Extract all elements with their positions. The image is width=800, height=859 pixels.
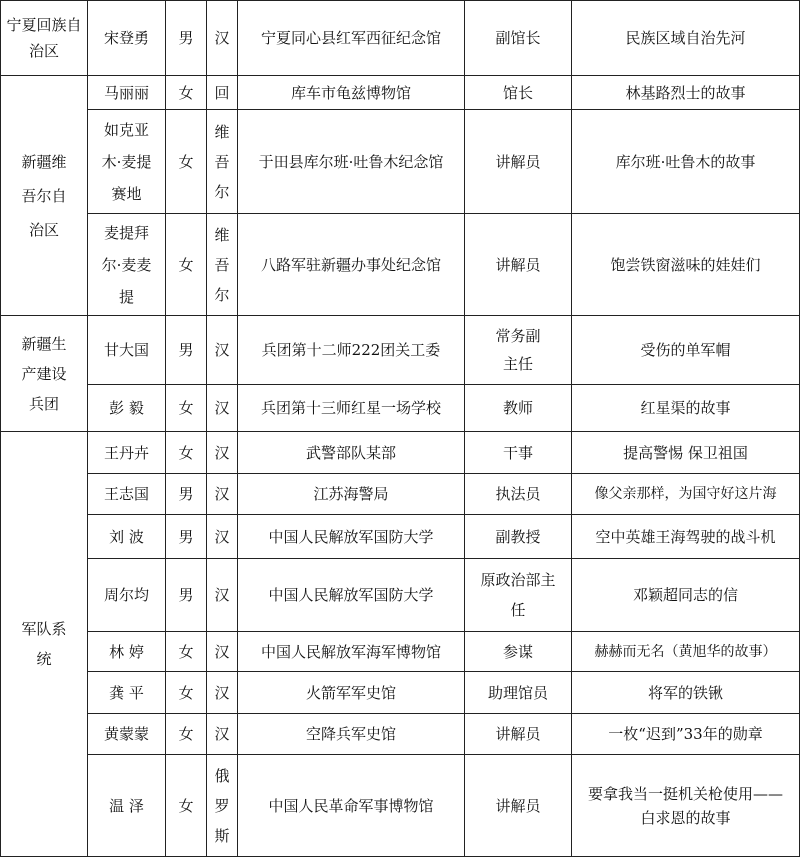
gender-cell: 男 — [166, 1, 207, 76]
story-cell: 赫赫而无名（黄旭华的故事） — [572, 632, 800, 672]
story-cell: 空中英雄王海驾驶的战斗机 — [572, 515, 800, 559]
story-cell: 一枚“迟到”33年的勋章 — [572, 714, 800, 755]
unit-cell: 库车市龟兹博物馆 — [238, 76, 465, 110]
gender-cell: 男 — [166, 515, 207, 559]
ethnicity-cell: 汉 — [207, 672, 238, 714]
story-cell: 提高警惕 保卫祖国 — [572, 432, 800, 474]
gender-cell: 女 — [166, 755, 207, 857]
title-cell: 副教授 — [465, 515, 572, 559]
ethnicity-cell: 汉 — [207, 559, 238, 632]
story-cell: 饱尝铁窗滋味的娃娃们 — [572, 214, 800, 316]
ethnicity-cell: 汉 — [207, 1, 238, 76]
unit-cell: 火箭军军史馆 — [238, 672, 465, 714]
title-cell: 副馆长 — [465, 1, 572, 76]
title-cell: 讲解员 — [465, 110, 572, 214]
name-cell: 王丹卉 — [88, 432, 166, 474]
unit-cell: 江苏海警局 — [238, 474, 465, 515]
ethnicity-cell: 汉 — [207, 385, 238, 432]
name-cell: 周尔均 — [88, 559, 166, 632]
name-cell: 彭 毅 — [88, 385, 166, 432]
story-cell: 红星渠的故事 — [572, 385, 800, 432]
unit-cell: 八路军驻新疆办事处纪念馆 — [238, 214, 465, 316]
story-cell: 林基路烈士的故事 — [572, 76, 800, 110]
name-cell: 黄蒙蒙 — [88, 714, 166, 755]
table-row — [1, 714, 800, 755]
name-cell: 宋登勇 — [88, 1, 166, 76]
story-cell: 民族区域自治先河 — [572, 1, 800, 76]
table-row — [1, 755, 800, 857]
unit-cell: 中国人民解放军国防大学 — [238, 515, 465, 559]
region-cell: 军队系统 — [1, 432, 88, 857]
name-cell: 刘 波 — [88, 515, 166, 559]
title-cell: 讲解员 — [465, 714, 572, 755]
table-row — [1, 316, 800, 385]
gender-cell: 男 — [166, 316, 207, 385]
story-cell: 邓颖超同志的信 — [572, 559, 800, 632]
gender-cell: 女 — [166, 76, 207, 110]
ethnicity-cell: 汉 — [207, 515, 238, 559]
ethnicity-cell: 回 — [207, 76, 238, 110]
story-cell: 像父亲那样，为国守好这片海 — [572, 474, 800, 515]
table-row — [1, 559, 800, 632]
name-cell: 王志国 — [88, 474, 166, 515]
unit-cell: 兵团第十三师红星一场学校 — [238, 385, 465, 432]
gender-cell: 男 — [166, 474, 207, 515]
ethnicity-cell: 汉 — [207, 632, 238, 672]
gender-cell: 男 — [166, 559, 207, 632]
name-cell: 如克亚木·麦提赛地 — [88, 110, 166, 214]
story-cell: 将军的铁锹 — [572, 672, 800, 714]
region-cell: 宁夏回族自治区 — [1, 1, 88, 76]
title-cell: 讲解员 — [465, 214, 572, 316]
table-row — [1, 214, 800, 316]
table-row — [1, 474, 800, 515]
table-row — [1, 1, 800, 76]
region-cell: 新疆生产建设兵团 — [1, 316, 88, 432]
gender-cell: 女 — [166, 632, 207, 672]
unit-cell: 中国人民革命军事博物馆 — [238, 755, 465, 857]
table-row — [1, 672, 800, 714]
unit-cell: 武警部队某部 — [238, 432, 465, 474]
title-cell: 助理馆员 — [465, 672, 572, 714]
title-cell: 原政治部主任 — [465, 559, 572, 632]
title-cell: 干事 — [465, 432, 572, 474]
gender-cell: 女 — [166, 672, 207, 714]
story-cell: 库尔班·吐鲁木的故事 — [572, 110, 800, 214]
title-cell: 参谋 — [465, 632, 572, 672]
unit-cell: 兵团第十二师222团关工委 — [238, 316, 465, 385]
gender-cell: 女 — [166, 110, 207, 214]
unit-cell: 空降兵军史馆 — [238, 714, 465, 755]
gender-cell: 女 — [166, 432, 207, 474]
table-row — [1, 110, 800, 214]
ethnicity-cell: 维吾尔 — [207, 110, 238, 214]
title-cell: 馆长 — [465, 76, 572, 110]
story-cell: 要拿我当一挺机关枪使用——白求恩的故事 — [572, 755, 800, 857]
title-cell: 常务副主任 — [465, 316, 572, 385]
table-row — [1, 432, 800, 474]
name-cell: 甘大国 — [88, 316, 166, 385]
ethnicity-cell: 维吾尔 — [207, 214, 238, 316]
region-cell: 新疆维吾尔自治区 — [1, 76, 88, 316]
story-cell: 受伤的单军帽 — [572, 316, 800, 385]
unit-cell: 于田县库尔班·吐鲁木纪念馆 — [238, 110, 465, 214]
ethnicity-cell: 汉 — [207, 316, 238, 385]
table-row — [1, 76, 800, 110]
table-row — [1, 515, 800, 559]
gender-cell: 女 — [166, 385, 207, 432]
name-cell: 龚 平 — [88, 672, 166, 714]
name-cell: 麦提拜尔·麦麦提 — [88, 214, 166, 316]
title-cell: 教师 — [465, 385, 572, 432]
ethnicity-cell: 汉 — [207, 714, 238, 755]
name-cell: 温 泽 — [88, 755, 166, 857]
gender-cell: 女 — [166, 714, 207, 755]
ethnicity-cell: 汉 — [207, 432, 238, 474]
table-row — [1, 385, 800, 432]
name-cell: 林 婷 — [88, 632, 166, 672]
title-cell: 讲解员 — [465, 755, 572, 857]
gender-cell: 女 — [166, 214, 207, 316]
name-cell: 马丽丽 — [88, 76, 166, 110]
ethnicity-cell: 汉 — [207, 474, 238, 515]
ethnicity-cell: 俄罗斯 — [207, 755, 238, 857]
table-row — [1, 632, 800, 672]
unit-cell: 宁夏同心县红军西征纪念馆 — [238, 1, 465, 76]
unit-cell: 中国人民解放军海军博物馆 — [238, 632, 465, 672]
title-cell: 执法员 — [465, 474, 572, 515]
unit-cell: 中国人民解放军国防大学 — [238, 559, 465, 632]
